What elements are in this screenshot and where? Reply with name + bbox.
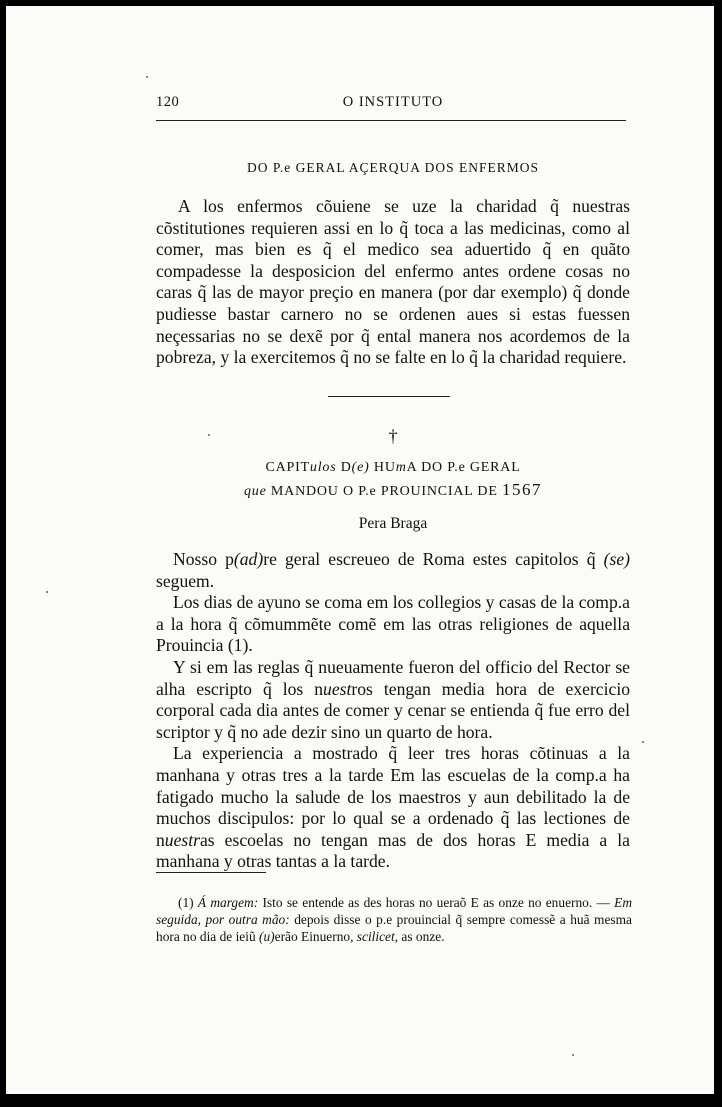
section-heading: DO P.e GERAL AÇERQUA DOS ENFERMOS [246,160,540,175]
header-rule [156,120,626,121]
destination-line: Pera Braga [358,515,428,532]
letter-body [156,549,630,873]
letter-paragraph: Nosso p(ad)re geral escreueo de Roma estes capitolos q̃ (se) seguem. [156,549,630,591]
letter-paragraph: La experiencia a mostrado q̃ leer tres horas cõtinuas a la manhana y otras tres a la tarde Em las escuelas de la comp.a ha fatigado mucho la salude de los maestros y aun debilitado la de muchos discipulos: por lo qual se a ordenado q̃ las lectiones de nuestras escoelas no tengan mas de dos horas E media a la manhana y otras tantas a la tarde. [156,743,630,872]
section-separator-rule [328,396,450,397]
chapter-title-line-2: que MANDOU O P.e PROUINCIAL DE 1567 [243,480,542,499]
section-paragraph: A los enfermos cõuiene se uze la charidad q̃ nuestras cõstitutiones requieren assi en lo q̃ toca a las medicinas, como al comer, mas bien es q̃ el medico sea aduertido q̃ en quãto compadesse la desposicion del enfermo antes ordene cosas no caras q̃ las de mayor preçio en manera (por dar exemplo) q̃ donde pudiesse bastar carnero no se ordenen aues si estas fuessen neçessarias no se dexẽ por q̃ ental manera nos acordemos de la pobreza, y la exercitemos q̃ no se falte en lo q̃ la charidad requiere. [156,196,630,368]
paper-speck [572,1054,574,1056]
footnote [156,894,632,945]
section-body [156,196,630,369]
paper-speck [146,76,148,78]
chapter-title-line-1: CAPITulos D(e) HUmA DO P.e GERAL [265,460,521,475]
cross-ornament: † [388,426,398,446]
page-number: 120 [156,94,180,110]
footnote-text: (1) Á margem: Isto se entende as des horas no ueraõ E as onze no enuerno. — Em seguida, por outra mão: depois disse o p.e prouincial q̃ sempre comessẽ a huã mesma hora no dia de ieiũ (u)erão Einuerno, scilicet, as onze. [156,895,632,944]
paper-speck [642,741,644,743]
paper-speck [46,591,48,593]
paper-speck [208,434,210,436]
running-header [156,94,630,116]
chapter-year: 1567 [502,480,542,499]
letter-paragraph: Los dias de ayuno se coma em los collegios y casas de la comp.a a la hora q̃ cõmummẽte comẽ em las otras religiones de aquella Prouincia (1). [156,592,630,656]
letter-paragraph: Y si em las reglas q̃ nueuamente fueron del officio del Rector se alha escripto q̃ los nuestros tengan media hora de exercicio corporal cada dia antes de comer y cenar se entienda q̃ fue erro del scriptor y q̃ no ade dezir sino un quarto de hora. [156,656,631,742]
book-page [6,6,714,1094]
footnote-rule [156,872,266,873]
running-title: O INSTITUTO [342,94,444,110]
